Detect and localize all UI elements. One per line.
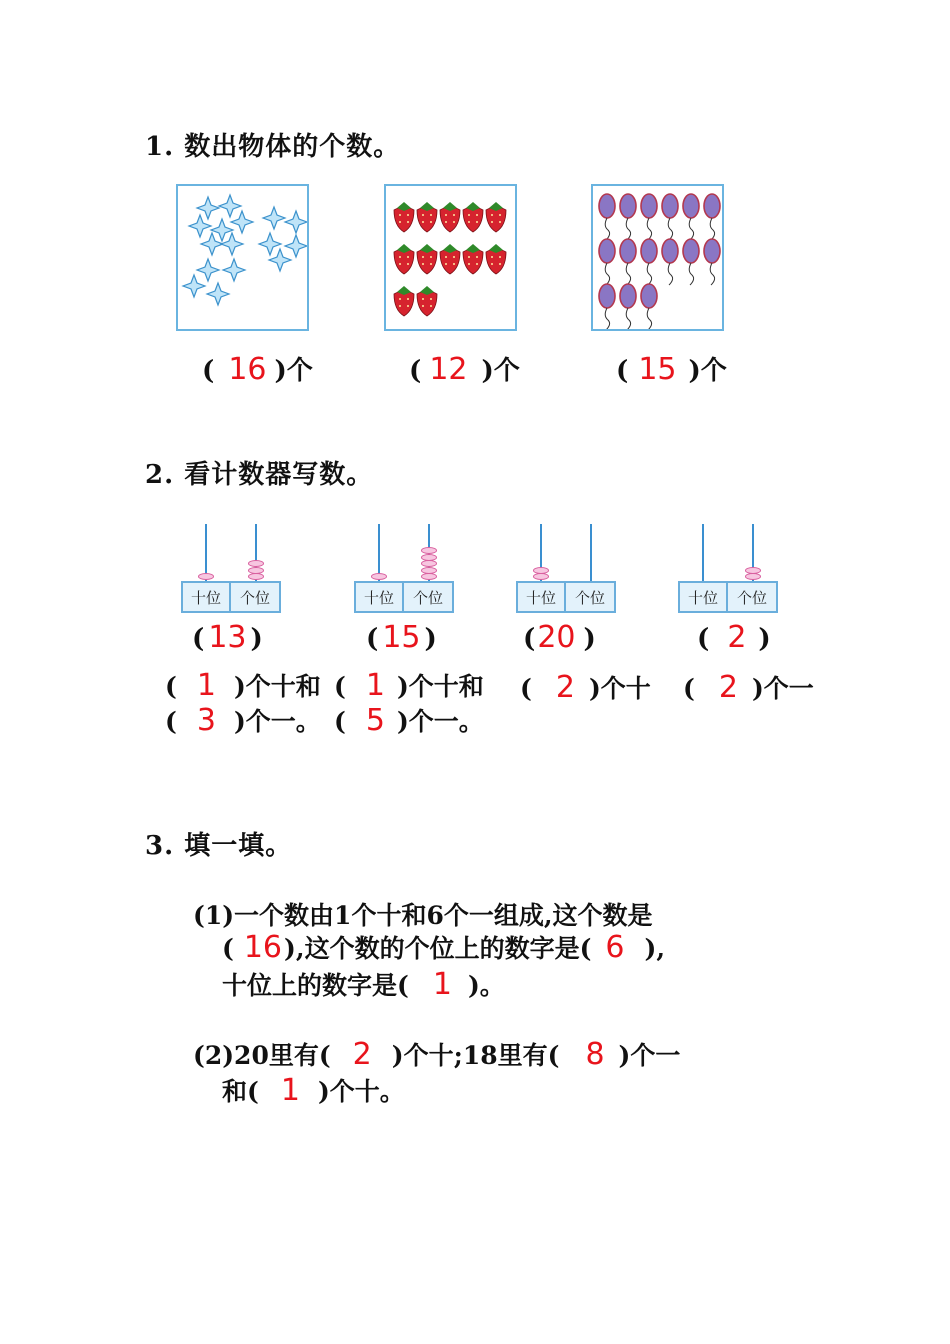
strawberries-picture <box>384 184 517 331</box>
desc-4-line-1: ( 2 )个一 <box>683 670 814 705</box>
tens-label: 十位 <box>678 581 728 613</box>
bead <box>745 567 761 574</box>
abacus-answer-3: (20 ) <box>523 620 596 655</box>
star-icon <box>269 249 291 271</box>
ones-label: 个位 <box>404 581 454 613</box>
balloon-icon <box>620 284 636 329</box>
place-value-labels <box>181 581 281 613</box>
strawberry-icon <box>486 202 506 232</box>
abacus <box>354 524 454 619</box>
q3-p2-line-2: 和( 1 )个十。 <box>222 1073 405 1108</box>
balloon-icon <box>704 239 720 285</box>
abacus <box>516 524 616 619</box>
strawberry-icon <box>417 202 437 232</box>
strawberry-icon <box>417 244 437 274</box>
ones-label: 个位 <box>728 581 778 613</box>
balloon-icons <box>593 186 722 329</box>
stars-picture <box>176 184 309 331</box>
bead <box>248 573 264 580</box>
balloon-icon <box>620 239 636 285</box>
answer-value: 16 <box>228 352 267 387</box>
q3-p1-line-1: (1)一个数由1个十和6个一组成,这个数是 <box>193 901 653 930</box>
q3-p1-line-2: ( 16),这个数的个位上的数字是( 6 ), <box>222 930 666 965</box>
place-value-labels <box>516 581 616 613</box>
abacus <box>678 524 778 619</box>
bead <box>745 573 761 580</box>
q1-answer-1: ( 16 )个 <box>202 352 313 387</box>
balloons-picture <box>591 184 724 331</box>
answer-value: 12 <box>429 352 468 387</box>
strawberry-icon <box>440 244 460 274</box>
balloon-icon <box>641 284 657 329</box>
balloon-icon <box>662 194 678 240</box>
desc-2-line-1: ( 1 )个十和 <box>334 668 484 703</box>
balloon-icon <box>599 284 615 329</box>
desc-1-line-1: ( 1 )个十和 <box>165 668 321 703</box>
answer-value: 15 <box>638 352 677 387</box>
bead <box>421 573 437 580</box>
strawberry-icon <box>463 202 483 232</box>
star-icon <box>285 211 307 233</box>
star-icon <box>197 259 219 281</box>
ones-rod <box>590 524 592 582</box>
bead <box>248 560 264 567</box>
star-icon <box>263 207 285 229</box>
place-value-labels <box>678 581 778 613</box>
star-icon <box>223 259 245 281</box>
balloon-icon <box>662 239 678 285</box>
balloon-icon <box>620 194 636 240</box>
balloon-icon <box>704 194 720 240</box>
desc-2-line-2: ( 5 )个一。 <box>334 703 484 738</box>
bead <box>248 567 264 574</box>
balloon-icon <box>599 194 615 240</box>
strawberry-icon <box>486 244 506 274</box>
strawberry-icon <box>394 202 414 232</box>
bead <box>198 573 214 580</box>
tens-label: 十位 <box>181 581 231 613</box>
desc-3-line-1: ( 2 )个十 <box>520 670 651 705</box>
strawberry-icon <box>463 244 483 274</box>
abacus-answer-4: ( 2 ) <box>697 620 771 655</box>
abacus <box>181 524 281 619</box>
strawberry-icon <box>394 286 414 316</box>
q3-title: 3. 填一填。 <box>145 831 293 861</box>
strawberry-icon <box>417 286 437 316</box>
abacus-answer-2: ( 15 ) <box>366 620 437 655</box>
tens-label: 十位 <box>516 581 566 613</box>
balloon-icon <box>641 194 657 240</box>
bead <box>421 554 437 561</box>
ones-label: 个位 <box>231 581 281 613</box>
star-icon <box>285 235 307 257</box>
place-value-labels <box>354 581 454 613</box>
q2-title: 2. 看计数器写数。 <box>145 460 374 490</box>
q3-p2-line-1: (2)20里有( 2 )个十;18里有( 8 )个一 <box>193 1037 681 1072</box>
star-icon <box>207 283 229 305</box>
bead <box>533 573 549 580</box>
q1-answer-2: ( 12 )个 <box>409 352 520 387</box>
q1-answer-3: ( 15 )个 <box>616 352 727 387</box>
bead <box>533 567 549 574</box>
balloon-icon <box>599 239 615 285</box>
q3-p1-line-3: 十位上的数字是( 1 )。 <box>222 967 505 1002</box>
star-icon <box>259 233 281 255</box>
balloon-icon <box>683 194 699 240</box>
star-icon <box>183 275 205 297</box>
bead <box>421 547 437 554</box>
desc-1-line-2: ( 3 )个一。 <box>165 703 321 738</box>
bead <box>421 560 437 567</box>
star-icon <box>219 195 241 217</box>
tens-rod <box>702 524 704 582</box>
balloon-icon <box>641 239 657 285</box>
strawberry-icon <box>440 202 460 232</box>
tens-label: 十位 <box>354 581 404 613</box>
abacus-answer-1: ( 13 ) <box>192 620 263 655</box>
strawberry-icon <box>394 244 414 274</box>
q1-title: 1. 数出物体的个数。 <box>145 132 401 162</box>
bead <box>371 573 387 580</box>
star-icons <box>178 186 307 329</box>
strawberry-icons <box>386 186 515 329</box>
ones-label: 个位 <box>566 581 616 613</box>
star-icon <box>231 211 253 233</box>
balloon-icon <box>683 239 699 285</box>
bead <box>421 567 437 574</box>
